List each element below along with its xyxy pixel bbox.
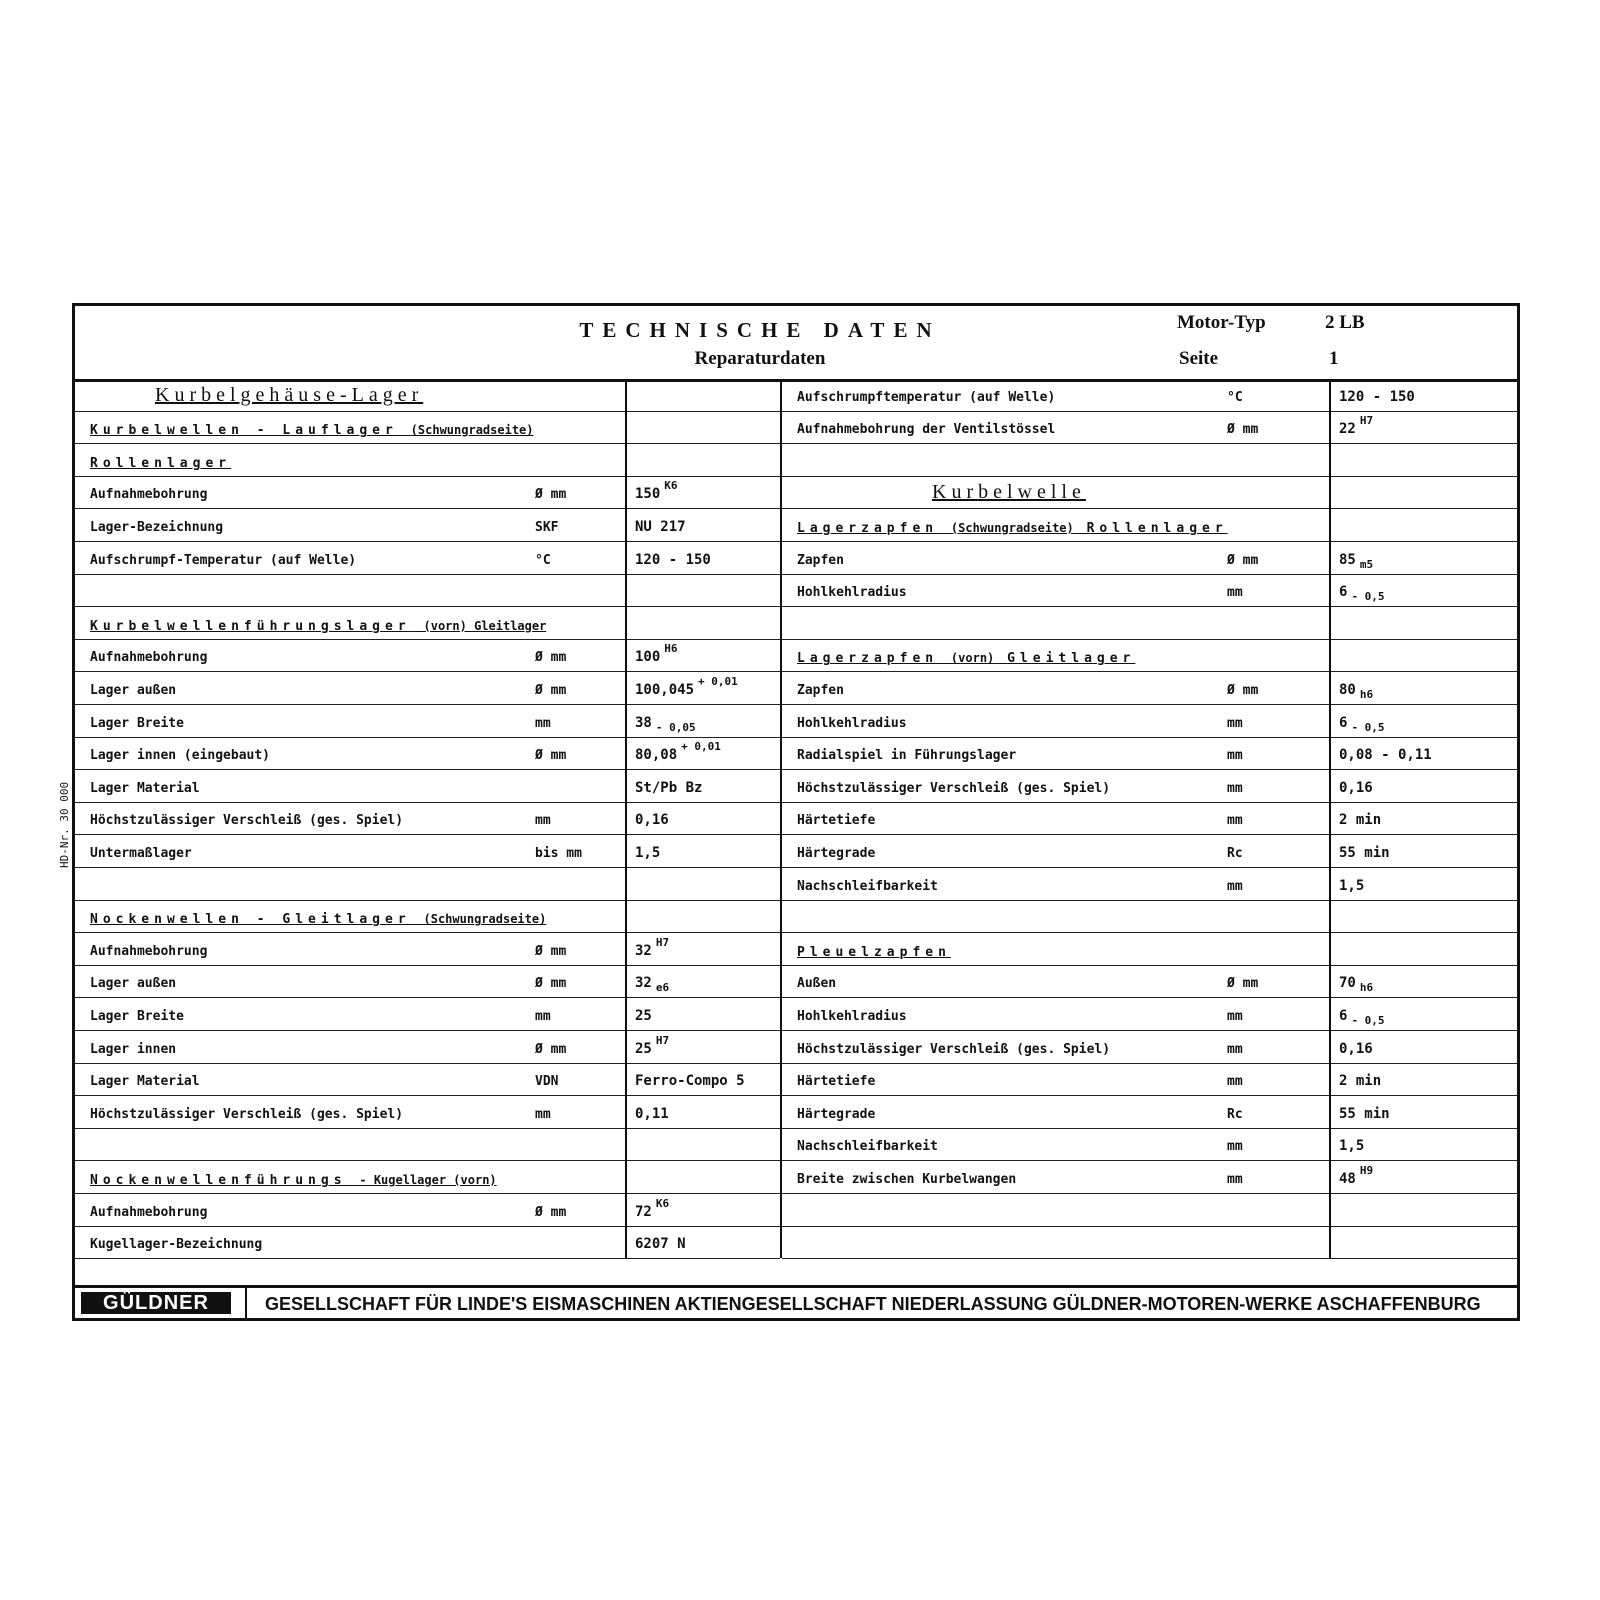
row-value-main: 32: [635, 975, 652, 992]
section-heading: [90, 619, 546, 634]
row-unit: SKF: [535, 519, 559, 535]
tolerance-lower: h6: [1359, 981, 1374, 995]
row-value-main: 6: [1339, 584, 1348, 601]
row-label: Zapfen: [797, 682, 844, 698]
table-row: [75, 607, 780, 640]
table-row: [75, 575, 780, 608]
row-value: [1339, 1138, 1364, 1154]
row-value-main: 0,16: [1339, 1040, 1373, 1057]
section-heading-label: Rollenlager: [90, 455, 232, 471]
table-row: [782, 607, 1517, 640]
section-heading-label: Kurbelwellen - Lauflager: [90, 423, 398, 439]
table-row: [782, 966, 1517, 999]
section-heading-label: Pleuelzapfen: [797, 944, 951, 960]
row-unit: Ø mm: [1227, 682, 1259, 698]
row-unit: mm: [1227, 585, 1243, 601]
table-row: [75, 412, 780, 445]
row-label: Hohlkehlradius: [797, 1008, 907, 1024]
row-label: Aufnahmebohrung: [90, 1204, 208, 1220]
row-value-main: 80,08: [635, 747, 678, 764]
row-unit: Ø mm: [535, 682, 567, 698]
tolerance-lower: - 0,5: [1351, 1013, 1385, 1027]
row-label: Lager innen: [90, 1041, 177, 1057]
row-label: Aufschrumpf-Temperatur (auf Welle): [90, 552, 357, 568]
row-unit: Ø mm: [535, 1204, 567, 1220]
row-value: [1339, 1007, 1385, 1027]
section-heading-label: Lagerzapfen: [797, 520, 939, 536]
table-row: [75, 672, 780, 705]
section-heading-note: (Schwungradseite): [950, 520, 1074, 535]
row-unit: mm: [1227, 878, 1243, 894]
table-row: [782, 412, 1517, 445]
table-row: [782, 705, 1517, 738]
table-row: [75, 477, 780, 510]
row-value: [635, 519, 686, 535]
row-unit: Rc: [1227, 1106, 1243, 1122]
row-label: Breite zwischen Kurbelwangen: [797, 1171, 1017, 1187]
table-row: [75, 1031, 780, 1064]
section-heading: [797, 945, 951, 960]
row-label: Lager-Bezeichnung: [90, 519, 224, 535]
row-value: [1339, 1163, 1374, 1187]
row-unit: mm: [535, 1008, 551, 1024]
table-row: [782, 1031, 1517, 1064]
row-value-main: 0,08 - 0,11: [1339, 747, 1432, 764]
row-value: [1339, 389, 1415, 405]
tolerance-upper: K6: [664, 479, 678, 493]
table-row: [782, 868, 1517, 901]
row-value-main: 85: [1339, 551, 1356, 568]
row-value-main: 25: [635, 1007, 652, 1024]
page-label: Seite: [1179, 348, 1219, 369]
row-label: Lager außen: [90, 682, 177, 698]
row-value: [635, 642, 678, 666]
row-value-main: 0,16: [635, 812, 669, 829]
row-value-main: 32: [635, 942, 652, 959]
row-label: Lager Material: [90, 1074, 200, 1090]
row-label: Höchstzulässiger Verschleiß (ges. Spiel): [90, 1106, 404, 1122]
tolerance-upper: + 0,01: [681, 740, 721, 754]
row-label: Radialspiel in Führungslager: [797, 748, 1017, 764]
table-row: [782, 509, 1517, 542]
table-row: [782, 998, 1517, 1031]
row-label: Lager außen: [90, 976, 177, 992]
row-value: [635, 1033, 670, 1057]
table-row: [782, 770, 1517, 803]
section-heading-note: - Kugellager (vorn): [359, 1172, 497, 1187]
row-label: Lager Breite: [90, 1008, 184, 1024]
row-unit: bis mm: [535, 845, 582, 861]
table-row: [782, 542, 1517, 575]
tolerance-upper: H6: [664, 642, 678, 656]
table-row: [782, 379, 1517, 412]
row-value-main: 38: [635, 714, 652, 731]
row-value: [1339, 812, 1381, 828]
motor-type-label: Motor-Typ: [1177, 312, 1266, 333]
row-value: [635, 1196, 670, 1220]
row-value: [1339, 414, 1374, 438]
row-unit: °C: [1227, 389, 1243, 405]
tolerance-lower: e6: [655, 981, 670, 995]
table-row: [782, 575, 1517, 608]
row-label: Lager Breite: [90, 715, 184, 731]
sheet-header: [75, 306, 1517, 382]
tolerance-lower: - 0,5: [1351, 590, 1385, 604]
section-heading-label: Kurbelwellenführungslager: [90, 618, 411, 634]
row-unit: VDN: [535, 1074, 559, 1090]
footer-divider: [245, 1288, 247, 1318]
table-row: [75, 1096, 780, 1129]
row-value-main: 100,045: [635, 681, 695, 698]
table-row: [75, 901, 780, 934]
section-heading-label: Nockenwellen - Gleitlager: [90, 912, 411, 928]
row-unit: Rc: [1227, 845, 1243, 861]
row-unit: mm: [1227, 780, 1243, 796]
section-heading-label: Nockenwellenführungs: [90, 1172, 347, 1188]
document-subtitle: Reparaturdaten: [694, 348, 826, 369]
column-divider-middle: [780, 379, 782, 1258]
table-row: [75, 705, 780, 738]
row-value-main: 55 min: [1339, 1105, 1390, 1122]
row-value: [635, 935, 670, 959]
row-value-main: 6: [1339, 1007, 1348, 1024]
section-heading: [90, 423, 534, 438]
section-heading-label: Lagerzapfen: [797, 651, 939, 667]
row-value: [635, 1073, 745, 1089]
table-row: [782, 1161, 1517, 1194]
document-title: TECHNISCHE DATEN: [579, 318, 941, 342]
row-value-main: 0,11: [635, 1105, 669, 1122]
table-row: [782, 1227, 1517, 1260]
row-unit: Ø mm: [535, 1041, 567, 1057]
section-heading: [90, 1173, 497, 1188]
row-label: Aufschrumpftemperatur (auf Welle): [797, 389, 1056, 405]
table-row: [782, 803, 1517, 836]
row-unit: Ø mm: [535, 487, 567, 503]
section-heading-note: (Schwungradseite): [423, 912, 547, 927]
row-label: Härtetiefe: [797, 1074, 876, 1090]
table-row: [75, 835, 780, 868]
row-label: Höchstzulässiger Verschleiß (ges. Spiel): [797, 780, 1111, 796]
row-unit: Ø mm: [1227, 552, 1259, 568]
table-row: [782, 835, 1517, 868]
table-row: [75, 770, 780, 803]
row-label: Untermaßlager: [90, 845, 192, 861]
row-value-main: 100: [635, 649, 661, 666]
row-label: Aufnahmebohrung: [90, 650, 208, 666]
row-label: Aufnahmebohrung der Ventilstössel: [797, 422, 1056, 438]
row-value: [1339, 1106, 1390, 1122]
tolerance-lower: m5: [1359, 557, 1374, 571]
row-unit: mm: [1227, 1041, 1243, 1057]
row-value: [635, 479, 678, 503]
row-value-main: 120 - 150: [1339, 388, 1415, 405]
section-heading-note: (vorn): [950, 651, 995, 666]
table-row: [75, 868, 780, 901]
row-label: Nachschleifbarkeit: [797, 878, 938, 894]
row-value-main: 1,5: [1339, 877, 1365, 894]
row-unit: mm: [535, 813, 551, 829]
table-row: [75, 933, 780, 966]
table-row: [75, 444, 780, 477]
row-value: [1339, 551, 1374, 571]
section-heading-note: (vorn) Gleitlager: [423, 618, 547, 633]
row-label: Härtegrade: [797, 845, 876, 861]
section-heading-tail: Rollenlager: [1086, 520, 1228, 536]
tolerance-upper: H7: [655, 935, 670, 949]
tolerance-upper: H7: [1359, 414, 1374, 428]
row-value-main: 1,5: [1339, 1138, 1365, 1155]
row-unit: mm: [1227, 1139, 1243, 1155]
row-label: Aufnahmebohrung: [90, 943, 208, 959]
row-value: [1339, 780, 1373, 796]
table-row: [782, 1129, 1517, 1162]
row-value: [635, 780, 702, 796]
table-row: [782, 444, 1517, 477]
row-unit: Ø mm: [535, 976, 567, 992]
section-heading: [797, 521, 1228, 536]
row-unit: mm: [1227, 813, 1243, 829]
row-label: Außen: [797, 976, 837, 992]
row-value: [635, 740, 721, 764]
row-label: Lager innen (eingebaut): [90, 748, 271, 764]
row-unit: Ø mm: [535, 748, 567, 764]
tolerance-upper: H7: [655, 1033, 670, 1047]
motor-type-value: 2 LB: [1325, 312, 1365, 333]
row-unit: mm: [1227, 748, 1243, 764]
section-heading: [90, 912, 546, 927]
row-value: [635, 1008, 652, 1024]
row-value-main: 22: [1339, 421, 1356, 438]
table-row: [75, 1064, 780, 1097]
row-value-main: 72: [635, 1203, 652, 1220]
table-row: [75, 542, 780, 575]
tolerance-upper: + 0,01: [698, 674, 738, 688]
row-value-main: Ferro-Compo 5: [635, 1073, 745, 1090]
row-label: Hohlkehlradius: [797, 715, 907, 731]
table-row: [75, 1227, 780, 1260]
tolerance-lower: - 0,05: [655, 720, 696, 734]
table-row: [75, 738, 780, 771]
row-value-main: 6207 N: [635, 1236, 686, 1253]
table-row: [782, 640, 1517, 673]
row-value: [1339, 714, 1385, 734]
row-label: Aufnahmebohrung: [90, 487, 208, 503]
row-label: Zapfen: [797, 552, 844, 568]
row-value: [635, 812, 669, 828]
row-value: [1339, 1073, 1381, 1089]
row-value-main: 48: [1339, 1170, 1356, 1187]
row-value: [1339, 1041, 1373, 1057]
page-number: 1: [1329, 348, 1339, 369]
row-unit: °C: [535, 552, 551, 568]
column-divider-left-value: [625, 379, 627, 1258]
row-value: [1339, 747, 1432, 763]
table-row: [782, 933, 1517, 966]
table-row: [75, 803, 780, 836]
row-value-main: 55 min: [1339, 844, 1390, 861]
table-row: [75, 1161, 780, 1194]
row-value: [635, 674, 738, 698]
row-value: [635, 1236, 686, 1252]
table-row: [782, 477, 1517, 510]
row-value: [635, 714, 696, 734]
row-value-main: 2 min: [1339, 1073, 1382, 1090]
tolerance-lower: - 0,5: [1351, 720, 1385, 734]
data-sheet: [72, 303, 1520, 1321]
row-unit: Ø mm: [1227, 422, 1259, 438]
table-row: [75, 509, 780, 542]
row-value: [1339, 584, 1385, 604]
row-label: Nachschleifbarkeit: [797, 1139, 938, 1155]
row-value-main: St/Pb Bz: [635, 779, 703, 796]
row-label: Hohlkehlradius: [797, 585, 907, 601]
row-value-main: 1,5: [635, 844, 661, 861]
table-row: [75, 640, 780, 673]
row-unit: mm: [1227, 715, 1243, 731]
table-row: [75, 1194, 780, 1227]
table-row: [782, 1096, 1517, 1129]
table-row: [75, 1129, 780, 1162]
row-value-main: 2 min: [1339, 812, 1382, 829]
tolerance-upper: H9: [1359, 1163, 1374, 1177]
table-row: [75, 379, 780, 412]
table-row: [75, 998, 780, 1031]
section-heading-note: (Schwungradseite): [410, 423, 534, 438]
table-row: [782, 1064, 1517, 1097]
row-unit: Ø mm: [1227, 976, 1259, 992]
section-title: Kurbelwelle: [932, 481, 1086, 504]
row-value: [635, 975, 670, 995]
company-name: GESELLSCHAFT FÜR LINDE'S EISMASCHINEN AKTIENGESELLSCHAFT NIEDERLASSUNG GÜLDNER-MOTOREN-WERKE ASCHAFFENBURG: [265, 1294, 1481, 1314]
section-heading: [797, 651, 1135, 666]
row-value-main: 25: [635, 1040, 652, 1057]
row-label: Höchstzulässiger Verschleiß (ges. Spiel): [90, 813, 404, 829]
row-value: [1339, 878, 1364, 894]
section-title: Kurbelgehäuse-Lager: [155, 383, 424, 406]
tolerance-upper: K6: [655, 1196, 670, 1210]
tolerance-lower: h6: [1359, 687, 1374, 701]
row-value-main: 80: [1339, 681, 1356, 698]
row-label: Lager Material: [90, 780, 200, 796]
row-value-main: 150: [635, 486, 661, 503]
row-value-main: 0,16: [1339, 779, 1373, 796]
column-divider-right-value: [1329, 379, 1331, 1258]
row-unit: mm: [535, 715, 551, 731]
row-value-main: 6: [1339, 714, 1348, 731]
margin-reference-note: HD-Nr. 30 000: [58, 781, 71, 868]
row-value: [1339, 975, 1374, 995]
row-value: [635, 1106, 669, 1122]
row-label: Höchstzulässiger Verschleiß (ges. Spiel): [797, 1041, 1111, 1057]
table-row: [782, 1194, 1517, 1227]
row-label: Härtegrade: [797, 1106, 876, 1122]
table-row: [782, 672, 1517, 705]
row-value: [635, 552, 711, 568]
row-value: [1339, 845, 1390, 861]
section-heading-tail: Gleitlager: [1007, 651, 1136, 667]
table-row: [75, 966, 780, 999]
row-value: [635, 845, 660, 861]
row-value-main: 120 - 150: [635, 551, 711, 568]
table-row: [782, 738, 1517, 771]
row-unit: mm: [535, 1106, 551, 1122]
footer: [75, 1285, 1517, 1318]
row-unit: mm: [1227, 1171, 1243, 1187]
row-unit: mm: [1227, 1008, 1243, 1024]
row-unit: Ø mm: [535, 650, 567, 666]
table-row: [782, 901, 1517, 934]
row-label: Härtetiefe: [797, 813, 876, 829]
row-unit: Ø mm: [535, 943, 567, 959]
row-value: [1339, 681, 1374, 701]
row-label: Kugellager-Bezeichnung: [90, 1237, 263, 1253]
section-heading: [90, 456, 231, 471]
row-value-main: NU 217: [635, 518, 686, 535]
row-unit: mm: [1227, 1074, 1243, 1090]
row-value-main: 70: [1339, 975, 1356, 992]
guldner-logo: GÜLDNER: [81, 1292, 231, 1314]
